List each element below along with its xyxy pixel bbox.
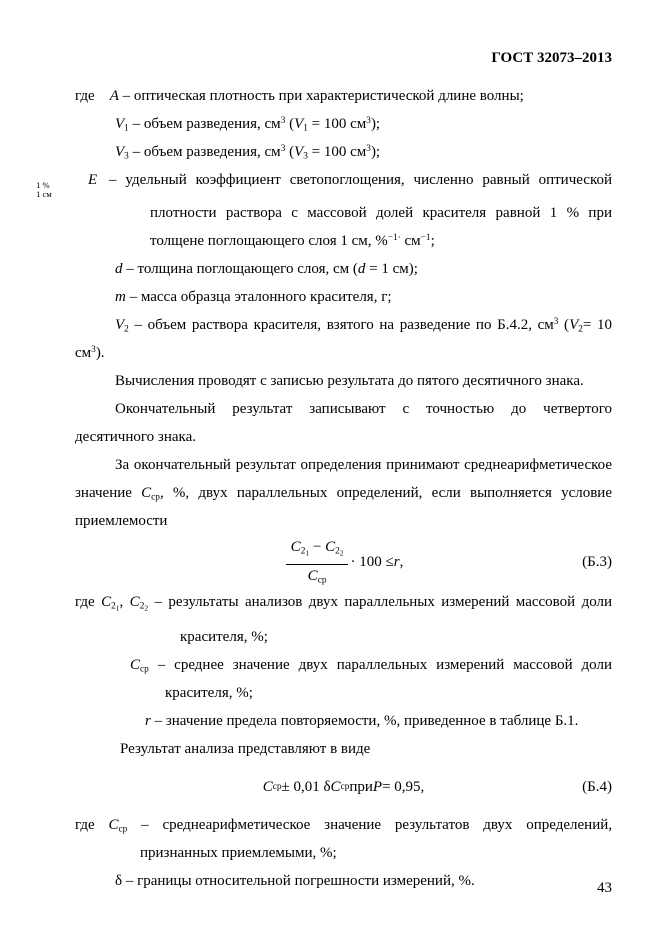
para-where-c21-c22: где $C_{21}$, $C_{22}$ – результаты анализов двух параллельных измерений массовой доли красителя, %; [75, 594, 613, 645]
formula-b4 [75, 765, 612, 809]
def-v2: $V_2$ – объем раствора красителя, взятого на разведение по Б.4.2, $см^3$ ($V_2= 10$ $см^3$). [75, 316, 612, 361]
def-v1: $V_1$ – объем разведения, $см^3$ ($V_1 = 100$ $см^3$); [115, 115, 381, 134]
fraction-denominator: $C_{ср}$ [307, 568, 327, 586]
para-result-form: Результат анализа представляют в виде [120, 740, 371, 757]
page-number: 43 [597, 880, 612, 896]
document-body [36, 82, 613, 895]
para-calculations: Вычисления проводят с записью результата до пятого десятичного знака. [115, 372, 584, 389]
document-header [75, 48, 612, 68]
formula-b4-body: C ср ± 0,01 δ C ср при P = 0,95, [262, 778, 425, 795]
formula-label: (Б.3) [582, 553, 612, 570]
fraction-numerator: $C_{21} - C_{22}$ [286, 537, 349, 566]
doc-number: ГОСТ 32073–2013 [491, 50, 612, 66]
def-d: d – толщина поглощающего слоя, см (d = 1 см); [115, 260, 418, 277]
para-delta: δ – границы относительной погрешности измерений, %. [115, 872, 475, 889]
formula-label: (Б.4) [582, 778, 612, 795]
para-acceptance: За окончательный результат определения принимают среднеарифметическое значение $C_{ср}$, %, двух параллельных определений, если выполняется условие приемлемости [75, 456, 612, 529]
def-e: E 1 % 1 см – удельный коэффициент светопоглощения, численно равный оптической плотности раствора с массовой долей красителя равной 1 % при толщене поглощающего слоя 1 см, %$^{-1\cdot}$ $см^{-1}$; [36, 172, 612, 249]
fraction [286, 537, 349, 587]
formula-b3 [75, 537, 612, 587]
formula-b3-body: $\frac{C_{21} - C_{22}}{C_{ср}}$ · 100 ≤ r , [284, 537, 404, 587]
def-m: m – масса образца эталонного красителя, г; [115, 288, 392, 305]
para-where-csr: $C_{ср}$ – среднее значение двух параллельных измерений массовой доли красителя, %; [130, 656, 612, 701]
para-where-csr-final: где $C_{ср}$ – среднеарифметическое значение результатов двух определений, признанных приемлемыми, %; [75, 816, 612, 861]
para-where-r: r – значение предела повторяемости, %, приведенное в таблице Б.1. [145, 712, 579, 729]
para-final-result: Окончательный результат записывают с точностью до четвертого десятичного знака. [75, 400, 612, 445]
def-v3: $V_3$ – объем разведения, $см^3$ ($V_3 = 100$ $см^3$); [115, 143, 381, 162]
def-a: где A – оптическая плотность при характеристической длине волны; [75, 88, 524, 104]
